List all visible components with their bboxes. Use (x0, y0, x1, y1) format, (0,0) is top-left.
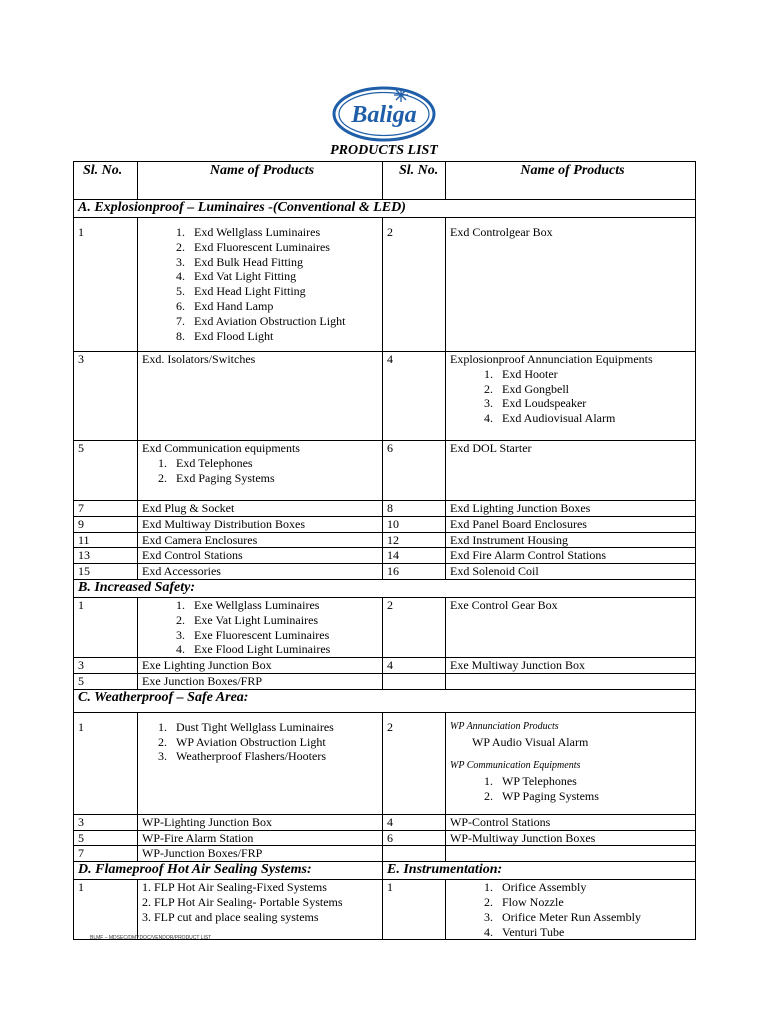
serial-number: 11 (74, 532, 138, 548)
list-item: 2. Exd Paging Systems (170, 471, 382, 486)
product-list (142, 456, 382, 486)
serial-number: 6 (383, 441, 446, 501)
product-list (142, 598, 382, 657)
serial-number: 1 (74, 218, 138, 352)
header-sl-no: Sl. No. (383, 162, 446, 200)
serial-number: 10 (383, 516, 446, 532)
header-sl-no: Sl. No. (74, 162, 138, 200)
table-row (74, 830, 696, 846)
table-row (74, 673, 696, 689)
serial-number: 1 (383, 880, 446, 940)
table-row (74, 516, 696, 532)
serial-number: 2 (383, 218, 446, 352)
product-name: Exd Controlgear Box (446, 218, 696, 352)
product-name: WP-Lighting Junction Box (138, 814, 383, 830)
list-item: 1. Exe Wellglass Luminaires (188, 598, 382, 613)
list-item: 3. FLP cut and place sealing systems (142, 909, 319, 924)
page-title: PRODUCTS LIST (330, 143, 438, 158)
list-item: 8. Exd Flood Light (188, 329, 382, 344)
list-item: 3. Orifice Meter Run Assembly (496, 910, 695, 925)
table-row (74, 880, 696, 940)
serial-number: 3 (74, 814, 138, 830)
product-name: WP-Multiway Junction Boxes (446, 830, 696, 846)
section-b-title: B. Increased Safety: (74, 579, 696, 597)
serial-number: 5 (74, 441, 138, 501)
product-name: Exd Multiway Distribution Boxes (138, 516, 383, 532)
product-list-cell (138, 712, 383, 814)
section-a-header (74, 200, 696, 218)
product-name: Exd Fire Alarm Control Stations (446, 548, 696, 564)
list-item: 1. WP Telephones (496, 774, 695, 789)
list-item: 1. Dust Tight Wellglass Luminaires (170, 720, 382, 735)
svg-text:Baliga: Baliga (351, 102, 417, 128)
list-item: 2. WP Paging Systems (496, 789, 695, 804)
product-list (450, 367, 695, 426)
table-row (74, 597, 696, 657)
list-item: 3. Weatherproof Flashers/Hooters (170, 749, 382, 764)
table-row (74, 548, 696, 564)
list-item: 3. Exd Bulk Head Fitting (188, 255, 382, 270)
sub-heading: WP Annunciation Products (450, 720, 559, 732)
list-item: 2. WP Aviation Obstruction Light (170, 735, 382, 750)
product-name: Exe Junction Boxes/FRP (138, 673, 383, 689)
list-item: 1. Orifice Assembly (496, 880, 695, 895)
header-name-of-products: Name of Products (138, 162, 383, 200)
serial-number: 3 (74, 352, 138, 441)
list-item: 2. Flow Nozzle (496, 895, 695, 910)
product-name: Exd Communication equipments (142, 441, 300, 455)
serial-number: 12 (383, 532, 446, 548)
serial-number: 7 (74, 501, 138, 517)
product-name: Exd Lighting Junction Boxes (446, 501, 696, 517)
empty-cell (383, 673, 446, 689)
list-item: 4. Venturi Tube (496, 925, 695, 940)
list-item: 1. Exd Wellglass Luminaires (188, 225, 382, 240)
table-header-row (74, 162, 696, 200)
product-name: Exe Lighting Junction Box (138, 658, 383, 674)
product-name (446, 846, 696, 862)
product-list-cell (138, 880, 383, 940)
section-c-header (74, 689, 696, 712)
products-table (73, 161, 696, 940)
table-row (74, 352, 696, 441)
product-name: Exd Accessories (138, 564, 383, 580)
list-item: 1. FLP Hot Air Sealing-Fixed Systems (142, 880, 327, 895)
product-list-cell (446, 880, 696, 940)
baliga-logo (331, 84, 437, 142)
serial-number: 1 (74, 880, 138, 940)
header-name-of-products: Name of Products (446, 162, 696, 200)
list-item: 6. Exd Hand Lamp (188, 299, 382, 314)
table-row (74, 712, 696, 814)
product-name: Exd Instrument Housing (446, 532, 696, 548)
serial-number: 1 (74, 712, 138, 814)
table-row (74, 501, 696, 517)
table-row (74, 218, 696, 352)
section-d-title: D. Flameproof Hot Air Sealing Systems: (74, 862, 383, 880)
serial-number: 3 (74, 658, 138, 674)
table-row (74, 814, 696, 830)
serial-number: 6 (383, 830, 446, 846)
serial-number: 2 (383, 597, 446, 657)
product-list-cell (138, 441, 383, 501)
serial-number: 13 (74, 548, 138, 564)
list-item: 7. Exd Aviation Obstruction Light (188, 314, 382, 329)
serial-number: 5 (74, 673, 138, 689)
serial-number: 5 (74, 830, 138, 846)
list-item: 4. Exd Vat Light Fitting (188, 269, 382, 284)
list-item: 3. Exd Loudspeaker (496, 396, 695, 411)
product-name: WP-Junction Boxes/FRP (138, 846, 383, 862)
list-item: 2. FLP Hot Air Sealing- Portable Systems (142, 894, 343, 909)
product-list (450, 774, 695, 804)
serial-number (383, 846, 446, 862)
product-list (450, 880, 695, 939)
serial-number: 4 (383, 658, 446, 674)
table-row (74, 532, 696, 548)
list-item: 4. Exe Flood Light Luminaires (188, 642, 382, 657)
section-a-title: A. Explosionproof – Luminaires -(Conventional & LED) (74, 200, 696, 218)
table-row (74, 564, 696, 580)
serial-number: 9 (74, 516, 138, 532)
list-item: 1. Exd Telephones (170, 456, 382, 471)
section-b-header (74, 579, 696, 597)
serial-number: 16 (383, 564, 446, 580)
empty-cell (446, 673, 696, 689)
section-c-title: C. Weatherproof – Safe Area: (74, 689, 696, 712)
serial-number: 2 (383, 712, 446, 814)
product-name: Exd Camera Enclosures (138, 532, 383, 548)
table-row (74, 658, 696, 674)
serial-number: 4 (383, 814, 446, 830)
serial-number: 8 (383, 501, 446, 517)
product-name: Exe Control Gear Box (446, 597, 696, 657)
product-list-cell (138, 218, 383, 352)
list-item: 2. Exe Vat Light Luminaires (188, 613, 382, 628)
product-list (142, 225, 382, 343)
list-item: 4. Exd Audiovisual Alarm (496, 411, 695, 426)
sub-heading: WP Communication Equipments (450, 760, 581, 772)
serial-number: 4 (383, 352, 446, 441)
product-name: WP-Control Stations (446, 814, 696, 830)
product-name: WP-Fire Alarm Station (138, 830, 383, 846)
list-item: 1. Exd Hooter (496, 367, 695, 382)
serial-number: 1 (74, 597, 138, 657)
table-row (74, 441, 696, 501)
product-name: Exd Plug & Socket (138, 501, 383, 517)
list-item: 3. Exe Fluorescent Luminaires (188, 628, 382, 643)
serial-number: 14 (383, 548, 446, 564)
product-name: Exd Panel Board Enclosures (446, 516, 696, 532)
serial-number: 7 (74, 846, 138, 862)
product-name: Exd Control Stations (138, 548, 383, 564)
list-item: 5. Exd Head Light Fitting (188, 284, 382, 299)
list-item: 2. Exd Fluorescent Luminaires (188, 240, 382, 255)
product-name: Explosionproof Annunciation Equipments (450, 352, 653, 366)
document-footer: BLMF – MDSEC/DMYDOC/VENDOR/PRODUCT LIST (90, 935, 212, 941)
table-row (74, 846, 696, 862)
product-list-cell (138, 597, 383, 657)
product-name: Exd Solenoid Coil (446, 564, 696, 580)
product-list-cell (446, 712, 696, 814)
product-list-cell (446, 352, 696, 441)
product-name: Exd. Isolators/Switches (138, 352, 383, 441)
product-list (142, 720, 382, 764)
product-name: Exe Multiway Junction Box (446, 658, 696, 674)
product-name: WP Audio Visual Alarm (472, 734, 589, 749)
serial-number: 15 (74, 564, 138, 580)
product-name: Exd DOL Starter (446, 441, 696, 501)
section-e-title: E. Instrumentation: (383, 862, 696, 880)
list-item: 2. Exd Gongbell (496, 382, 695, 397)
section-d-e-header (74, 862, 696, 880)
